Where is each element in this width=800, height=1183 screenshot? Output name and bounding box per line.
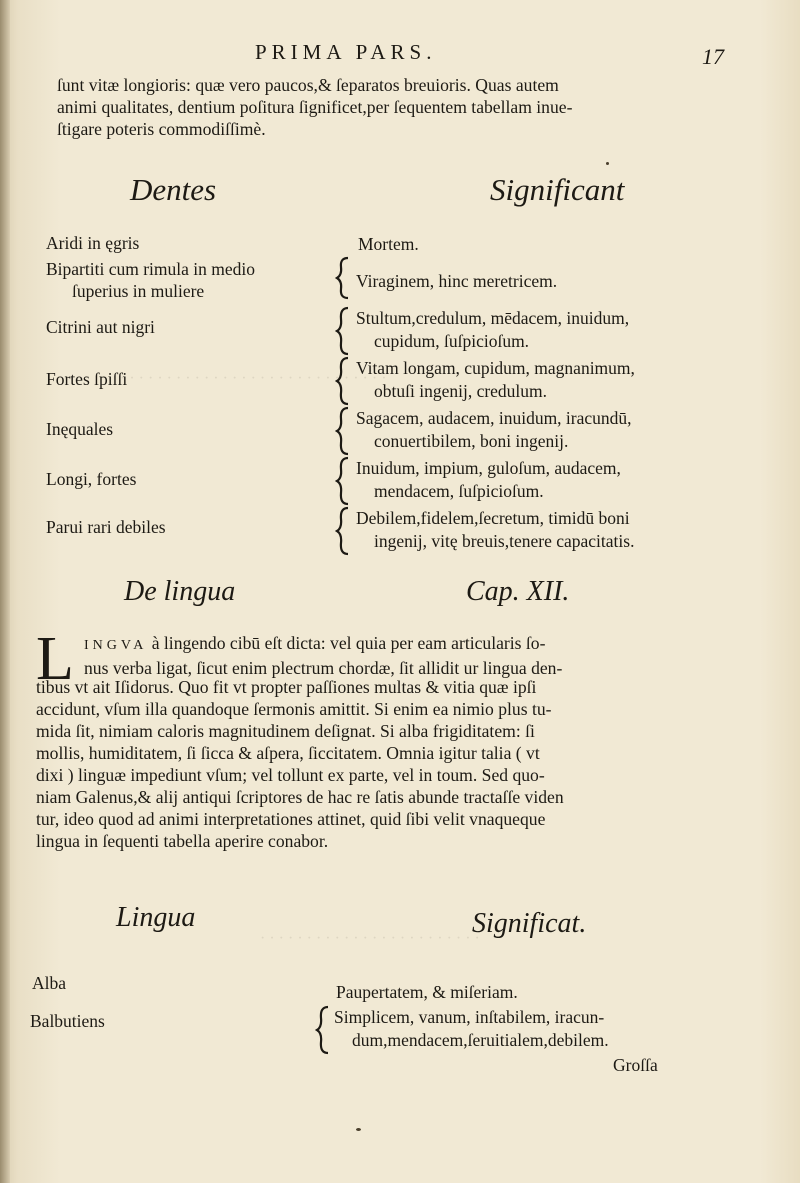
table-row-right	[356, 307, 726, 353]
text-line: nus verba ligat, ſicut enim plectrum chordæ, ſit allidit ur lingua den-	[84, 658, 563, 678]
table2-row-right	[336, 981, 706, 1004]
brace-icon	[334, 456, 352, 506]
table-row-left	[46, 468, 336, 490]
binding-gutter	[0, 0, 10, 1183]
text-line: tur, ideo quod ad animi interpretationes attinet, quid ſibi velit vnaqueque	[36, 809, 546, 829]
text-line: animi qualitates, dentium poſitura ſignificet,per ſequentem tabellam inue-	[57, 97, 573, 117]
teeth-type: Inęquales	[46, 419, 114, 439]
text-span: à lingendo cibū eſt dicta: vel quia per eam articularis ſo-	[147, 633, 546, 653]
catchword: Groſſa	[613, 1055, 658, 1075]
brace-icon	[334, 306, 352, 356]
show-through: · · · · · · · · · · · · · · · · · · · · · · · · · · · · ·	[120, 370, 387, 387]
meaning: obtuſi ingenij, credulum.	[374, 381, 548, 401]
teeth-type: Aridi in ęgris	[46, 233, 140, 253]
table-row-left	[46, 368, 336, 390]
meaning: ingenij, vitę breuis,tenere capacitatis.	[374, 531, 635, 551]
table-row-right	[358, 233, 728, 256]
ink-fleck	[356, 1128, 361, 1131]
table-row-right	[356, 457, 726, 503]
meaning: dum,mendacem,ſeruitialem,debilem.	[352, 1030, 609, 1050]
brace-icon	[314, 1005, 332, 1055]
text-line: accidunt, vſum illa quandoque ſermonis amittit. Si enim ea nimio plus tu-	[36, 699, 552, 719]
chapter-number: Cap. XII.	[466, 576, 570, 607]
meaning: Debilem,fidelem,ſecretum, timidū boni	[356, 508, 630, 528]
teeth-type: Citrini aut nigri	[46, 317, 155, 337]
meaning: mendacem, ſuſpicioſum.	[374, 481, 544, 501]
ink-fleck	[606, 162, 609, 165]
table-row-right	[356, 507, 726, 553]
teeth-type: Bipartiti cum rimula in medio	[46, 259, 255, 279]
meaning: Inuidum, impium, guloſum, audacem,	[356, 458, 621, 478]
drop-cap: L	[36, 625, 74, 693]
meaning: Sagacem, audacem, inuidum, iracundū,	[356, 408, 632, 428]
page-number: 17	[702, 44, 724, 69]
meaning: Vitam longam, cupidum, magnanimum,	[356, 358, 635, 378]
brace-icon	[334, 256, 352, 300]
chapter-paragraph	[36, 676, 726, 852]
table2-row-left	[30, 1010, 320, 1032]
teeth-type: Fortes ſpiſſi	[46, 369, 128, 389]
chapter-paragraph-head	[84, 632, 724, 679]
table-row-right	[356, 357, 726, 403]
table-row-left	[46, 258, 336, 302]
tongue-type: Balbutiens	[30, 1011, 105, 1031]
teeth-type: ſuperius in muliere	[72, 281, 205, 301]
text-line: dixi ) linguæ impediunt vſum; vel tollunt ex parte, vel in toum. Sed quo-	[36, 765, 545, 785]
text-line: lingua in ſequenti tabella aperire conabor.	[36, 831, 329, 851]
text-line: ſunt vitæ longioris: quæ vero paucos,& ſeparatos breuioris. Quas autem	[57, 75, 559, 95]
first-word: INGVA	[84, 638, 148, 653]
show-through: · · · · · · · · · · · · · · · · · · · · · · · ·	[260, 930, 480, 947]
meaning: Paupertatem, & miſeriam.	[336, 982, 518, 1002]
brace-icon	[334, 356, 352, 406]
teeth-type: Parui rari debiles	[46, 517, 166, 537]
teeth-type: Longi, fortes	[46, 469, 137, 489]
table-row-left	[46, 316, 336, 338]
text-line: mollis, humiditatem, ſi ſicca & aſpera, ſiccitatem. Omnia igitur talia ( vt	[36, 743, 540, 763]
text-line: ſtigare poteris commodiſſimè.	[57, 119, 266, 139]
table-left-heading: Dentes	[130, 172, 217, 207]
meaning: cupidum, ſuſpicioſum.	[374, 331, 530, 351]
table2-right-heading: Significat.	[472, 908, 587, 939]
tongue-type: Alba	[32, 973, 67, 993]
meaning: Mortem.	[358, 234, 419, 254]
table2-row-left	[32, 972, 322, 994]
text-line: mida ſit, nimiam caloris magnitudinem deſignat. Si alba frigiditatem: ſi	[36, 721, 535, 741]
table2-left-heading: Lingua	[116, 902, 196, 933]
table2-row-right	[334, 1006, 704, 1052]
table-row-left	[46, 232, 336, 254]
meaning: conuertibilem, boni ingenij.	[374, 431, 569, 451]
text-line: niam Galenus,& alij antiqui ſcriptores de hac re ſatis abunde tractaſſe viden	[36, 787, 564, 807]
brace-icon	[334, 506, 352, 556]
table-row-left	[46, 516, 336, 538]
running-head: PRIMA PARS.	[255, 40, 437, 64]
text-line	[84, 632, 724, 657]
chapter-title: De lingua	[124, 576, 236, 607]
table-right-heading: Significant	[490, 172, 625, 207]
table-row-right	[356, 407, 726, 453]
brace-icon	[334, 406, 352, 456]
table-row-left	[46, 418, 336, 440]
meaning: Viraginem, hinc meretricem.	[356, 271, 558, 291]
text-line: tibus vt ait Iſidorus. Quo fit vt propter paſſiones multas & vitia quæ ipſi	[36, 677, 537, 697]
meaning: Stultum,credulum, mēdacem, inuidum,	[356, 308, 630, 328]
table-row-right	[356, 270, 726, 293]
meaning: Simplicem, vanum, inſtabilem, iracun-	[334, 1007, 605, 1027]
intro-paragraph	[57, 74, 739, 140]
